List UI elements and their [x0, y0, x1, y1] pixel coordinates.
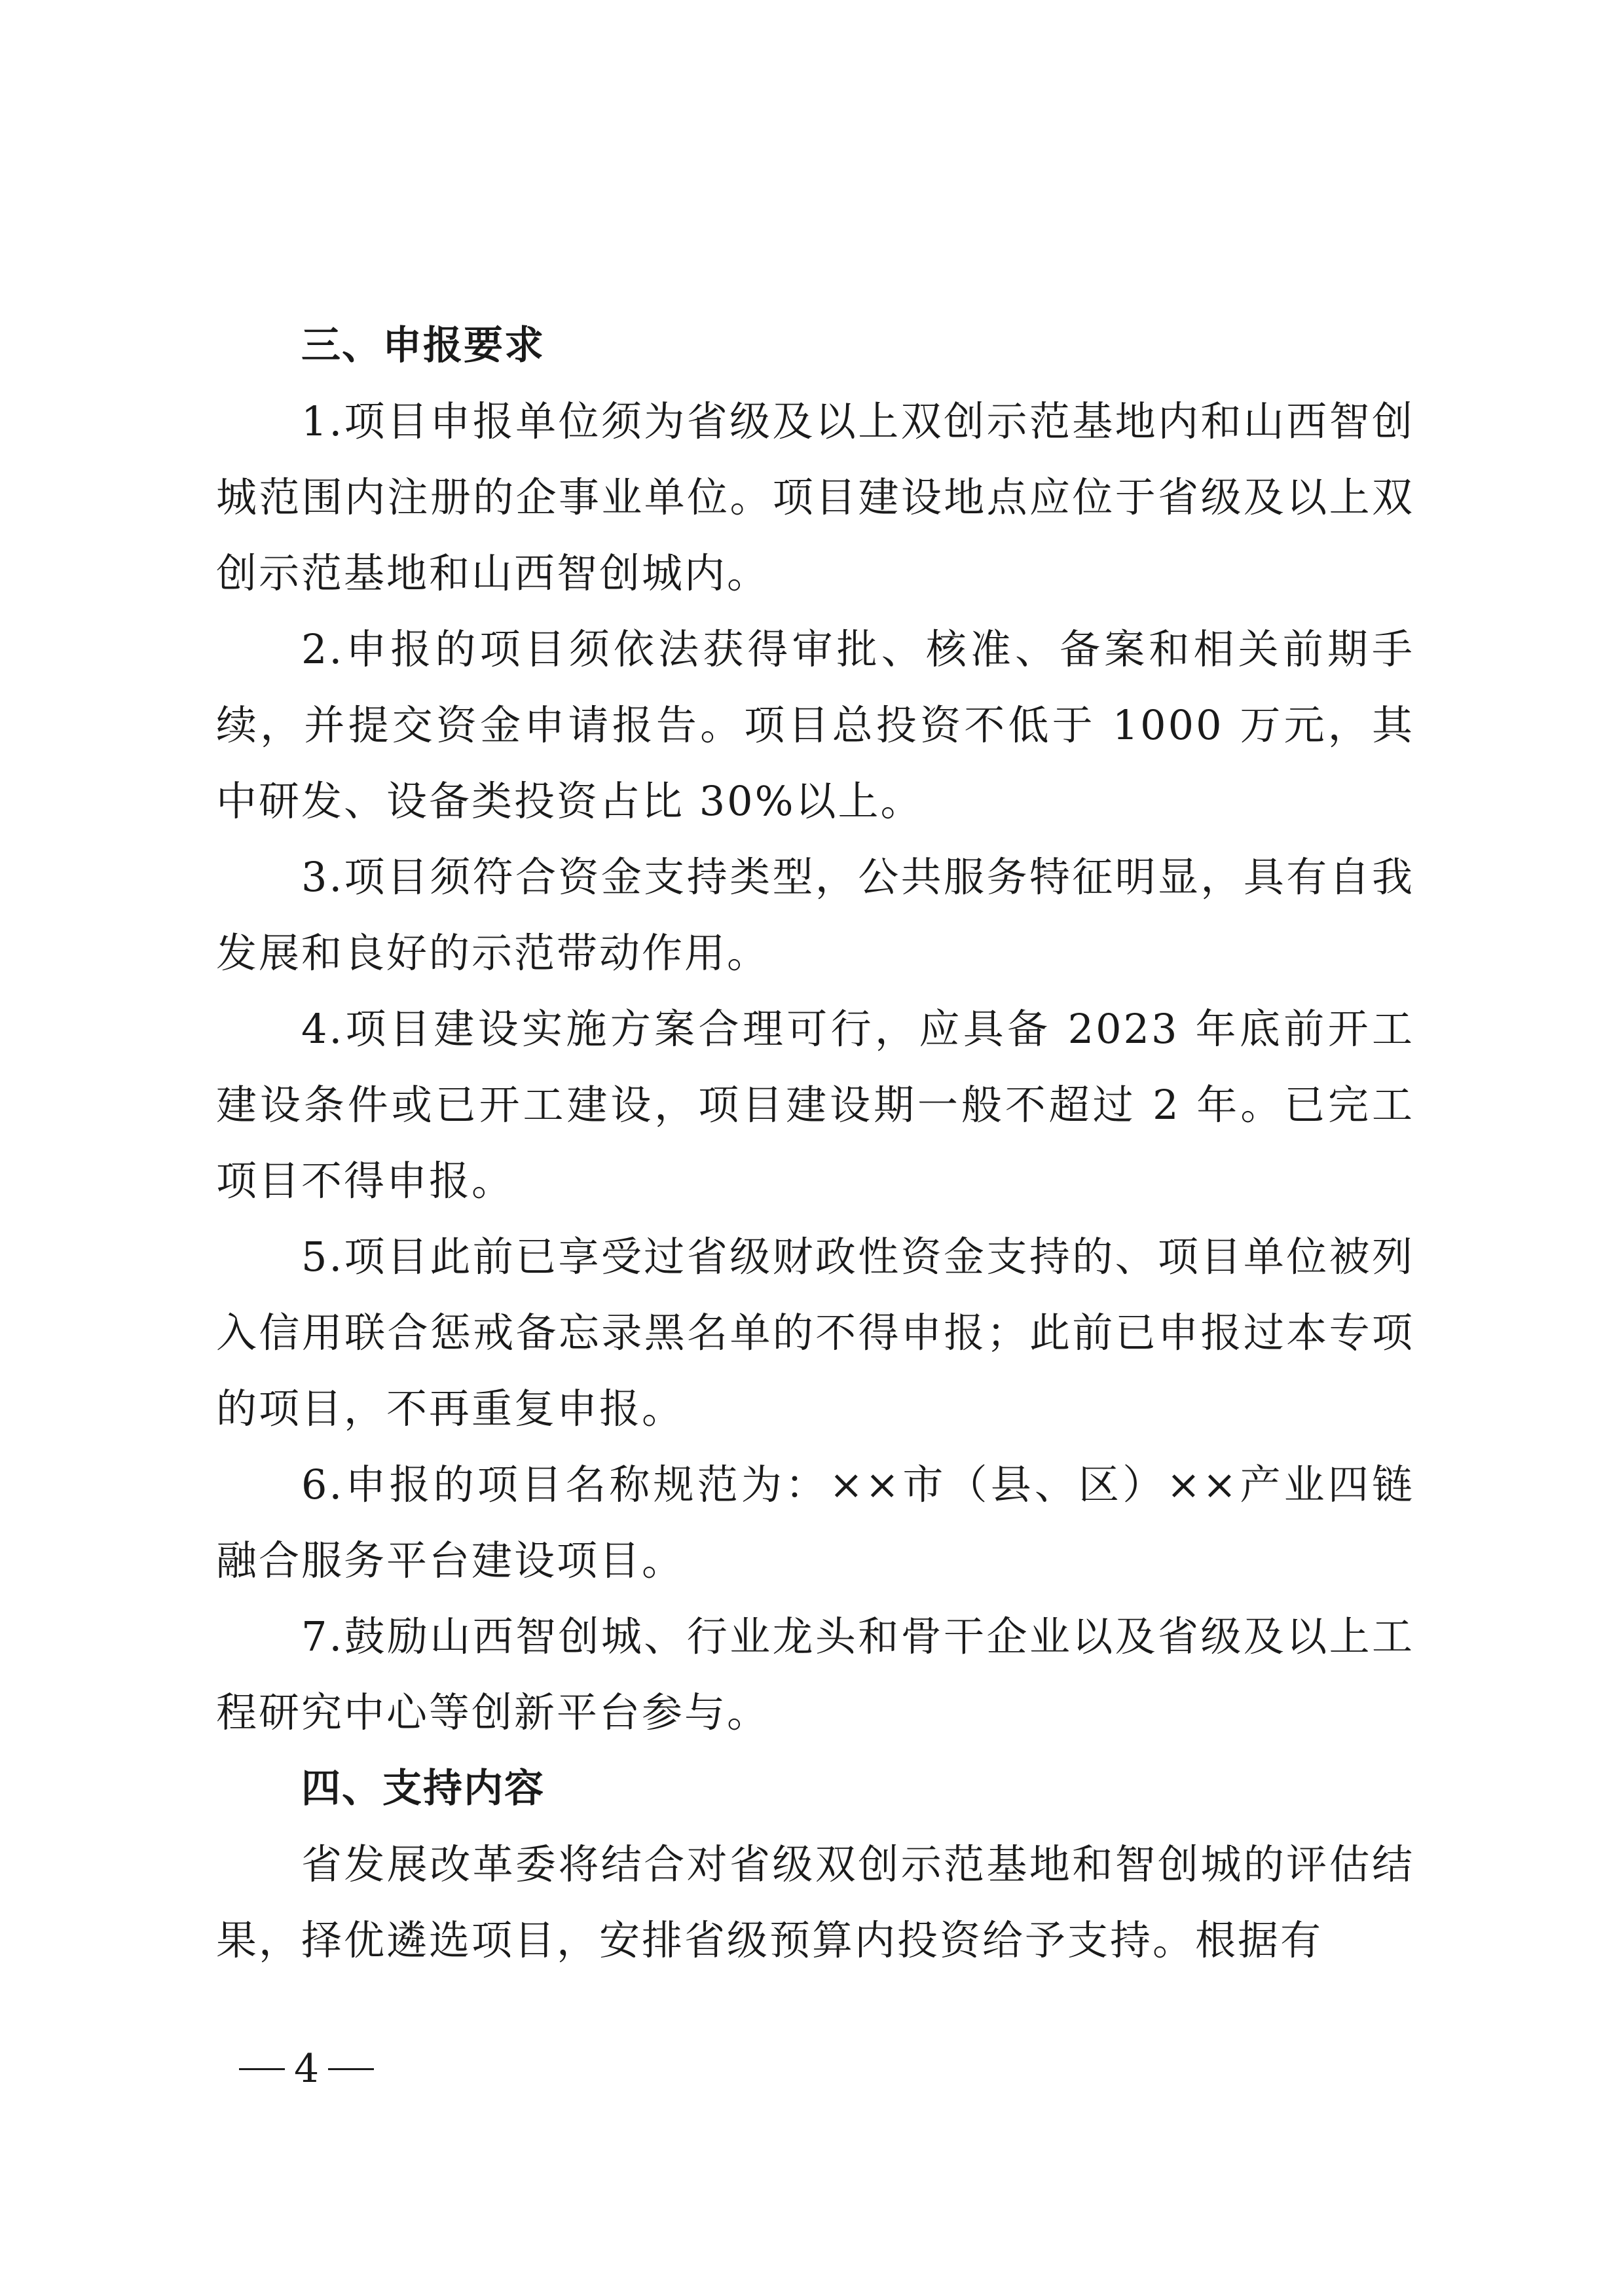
- requirement-item-3: 3.项目须符合资金支持类型，公共服务特征明显，具有自我发展和良好的示范带动作用。: [216, 853, 1414, 977]
- requirement-item-5: 5.项目此前已享受过省级财政性资金支持的、项目单位被列入信用联合惩戒备忘录黑名单的不得申报；此前已申报过本专项的项目，不再重复申报。: [216, 1233, 1414, 1432]
- footer-dash-left: [239, 2068, 285, 2070]
- requirement-item-6: 6.申报的项目名称规范为：××市（县、区）××产业四链融合服务平台建设项目。: [216, 1461, 1414, 1584]
- page-footer: [239, 2043, 374, 2095]
- requirement-item-4: 4.项目建设实施方案合理可行，应具备 2023 年底前开工建设条件或已开工建设，项目建设期一般不超过 2 年。已完工项目不得申报。: [216, 1005, 1414, 1205]
- requirement-item-2: 2.申报的项目须依法获得审批、核准、备案和相关前期手续，并提交资金申请报告。项目总投资不低于 1000 万元，其中研发、设备类投资占比 30%以上。: [216, 625, 1414, 825]
- section-heading-support: 四、支持内容: [301, 1766, 545, 1812]
- support-paragraph: 省发展改革委将结合对省级双创示范基地和智创城的评估结果，择优遴选项目，安排省级预算内投资给予支持。根据有: [216, 1840, 1414, 1964]
- document-body: [216, 308, 1414, 1978]
- section-heading-requirements: 三、申报要求: [301, 323, 545, 369]
- footer-dash-right: [328, 2068, 374, 2070]
- requirement-item-7: 7.鼓励山西智创城、行业龙头和骨干企业以及省级及以上工程研究中心等创新平台参与。: [216, 1613, 1414, 1736]
- page-number: 4: [294, 2046, 320, 2092]
- requirement-item-1: 1.项目申报单位须为省级及以上双创示范基地内和山西智创城范围内注册的企事业单位。项目建设地点应位于省级及以上双创示范基地和山西智创城内。: [216, 397, 1414, 597]
